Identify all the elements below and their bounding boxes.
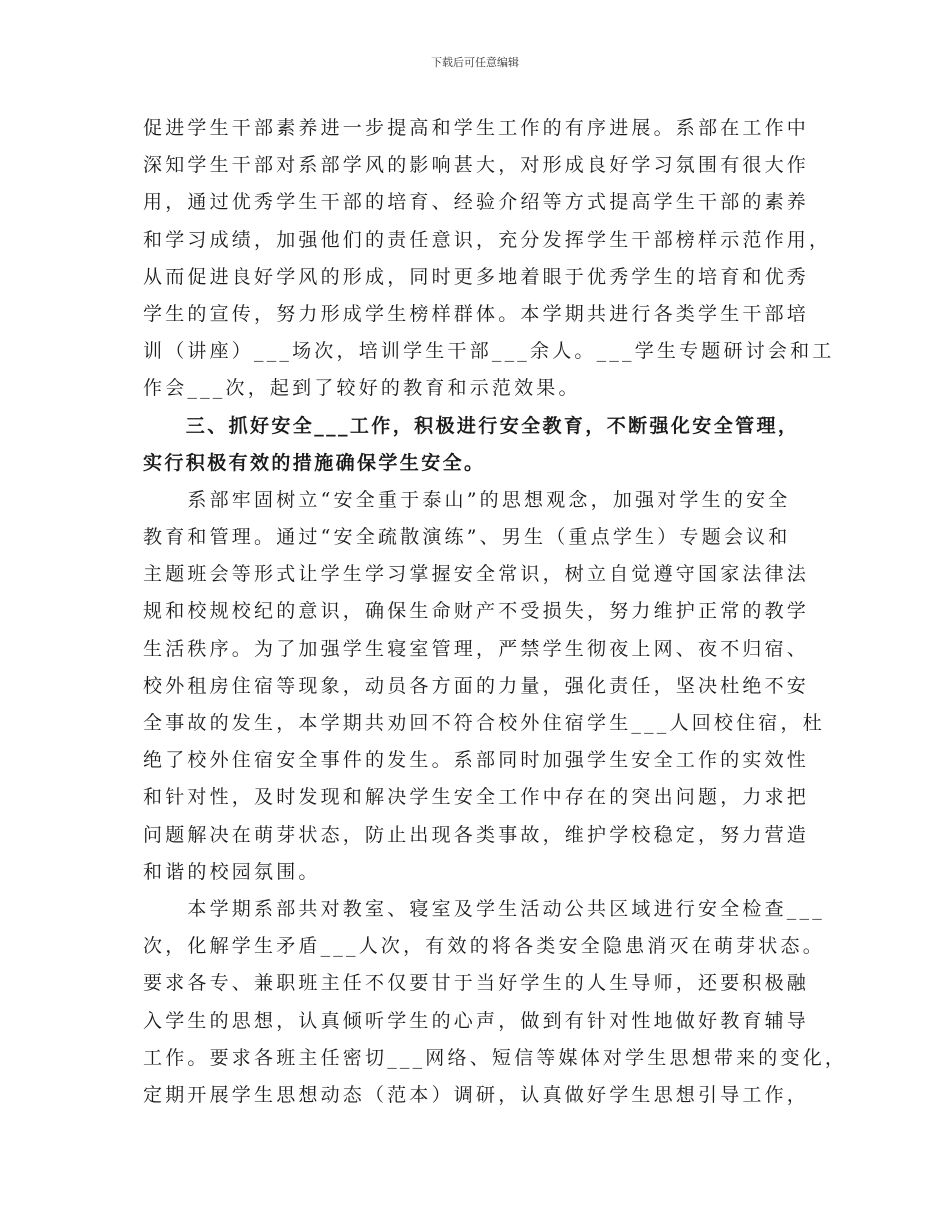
text-line: 全事故的发生，本学期共劝回不符合校外住宿学生___人回校住宿，杜 xyxy=(143,712,825,734)
section-heading-line: 实行积极有效的措施确保学生安全。 xyxy=(143,451,486,474)
text-line: 和针对性，及时发现和解决学生安全工作中存在的突出问题，力求把 xyxy=(143,786,810,809)
text-line: 定期开展学生思想动态（范本）调研，认真做好学生思想引导工作， xyxy=(143,1083,810,1106)
text-line: 规和校规校纪的意识，确保生命财产不受损失，努力维护正常的教学 xyxy=(143,600,810,623)
text-line: 绝了校外住宿安全事件的发生。系部同时加强学生安全工作的实效性 xyxy=(143,749,810,772)
text-line: 促进学生干部素养进一步提高和学生工作的有序进展。系部在工作中 xyxy=(143,117,810,139)
text-line: 和谐的校园氛围。 xyxy=(143,860,321,883)
text-line: 用，通过优秀学生干部的培育、经验介绍等方式提高学生干部的素养 xyxy=(143,191,810,214)
text-line: 学生的宣传，努力形成学生榜样群体。本学期共进行各类学生干部培 xyxy=(143,302,810,325)
document-body xyxy=(143,110,848,1114)
text-line: 深知学生干部对系部学风的影响甚大，对形成良好学习氛围有很大作 xyxy=(143,154,810,177)
text-line: 训（讲座）___场次，培训学生干部___余人。___学生专题研讨会和工 xyxy=(143,340,835,363)
text-line: 校外租房住宿等现象，动员各方面的力量，强化责任，坚决杜绝不安 xyxy=(143,674,810,697)
text-line: 从而促进良好学风的形成，同时更多地着眼于优秀学生的培育和优秀 xyxy=(143,265,810,288)
page-header: 下载后可任意编辑 xyxy=(431,56,519,69)
text-line: 入学生的思想，认真倾听学生的心声，做到有针对性地做好教育辅导 xyxy=(143,1009,810,1032)
text-line: 生活秩序。为了加强学生寝室管理，严禁学生彻夜上网、夜不归宿、 xyxy=(143,637,810,660)
text-line: 工作。要求各班主任密切___网络、短信等媒体对学生思想带来的变化， xyxy=(143,1046,848,1069)
text-line: 要求各专、兼职班主任不仅要甘于当好学生的人生导师，还要积极融 xyxy=(143,972,810,995)
text-line: 系部牢固树立“安全重于泰山”的思想观念，加强对学生的安全 xyxy=(143,488,791,511)
section-heading-line: 三、抓好安全___工作，积极进行安全教育，不断强化安全管理， xyxy=(143,414,800,437)
text-line: 作会___次，起到了较好的教育和示范效果。 xyxy=(143,377,581,400)
text-line: 问题解决在萌芽状态，防止出现各类事故，维护学校稳定，努力营造 xyxy=(143,823,810,846)
text-line: 本学期系部共对教室、寝室及学生活动公共区域进行安全检查___ xyxy=(143,897,825,920)
text-line: 主题班会等形式让学生学习掌握安全常识，树立自觉遵守国家法律法 xyxy=(143,563,810,586)
text-line: 教育和管理。通过“安全疏散演练”、男生（重点学生）专题会议和 xyxy=(143,526,791,549)
text-line: 次，化解学生矛盾___人次，有效的将各类安全隐患消灭在萌芽状态。 xyxy=(143,935,825,958)
text-line: 和学习成绩，加强他们的责任意识，充分发挥学生干部榜样示范作用， xyxy=(143,228,832,251)
